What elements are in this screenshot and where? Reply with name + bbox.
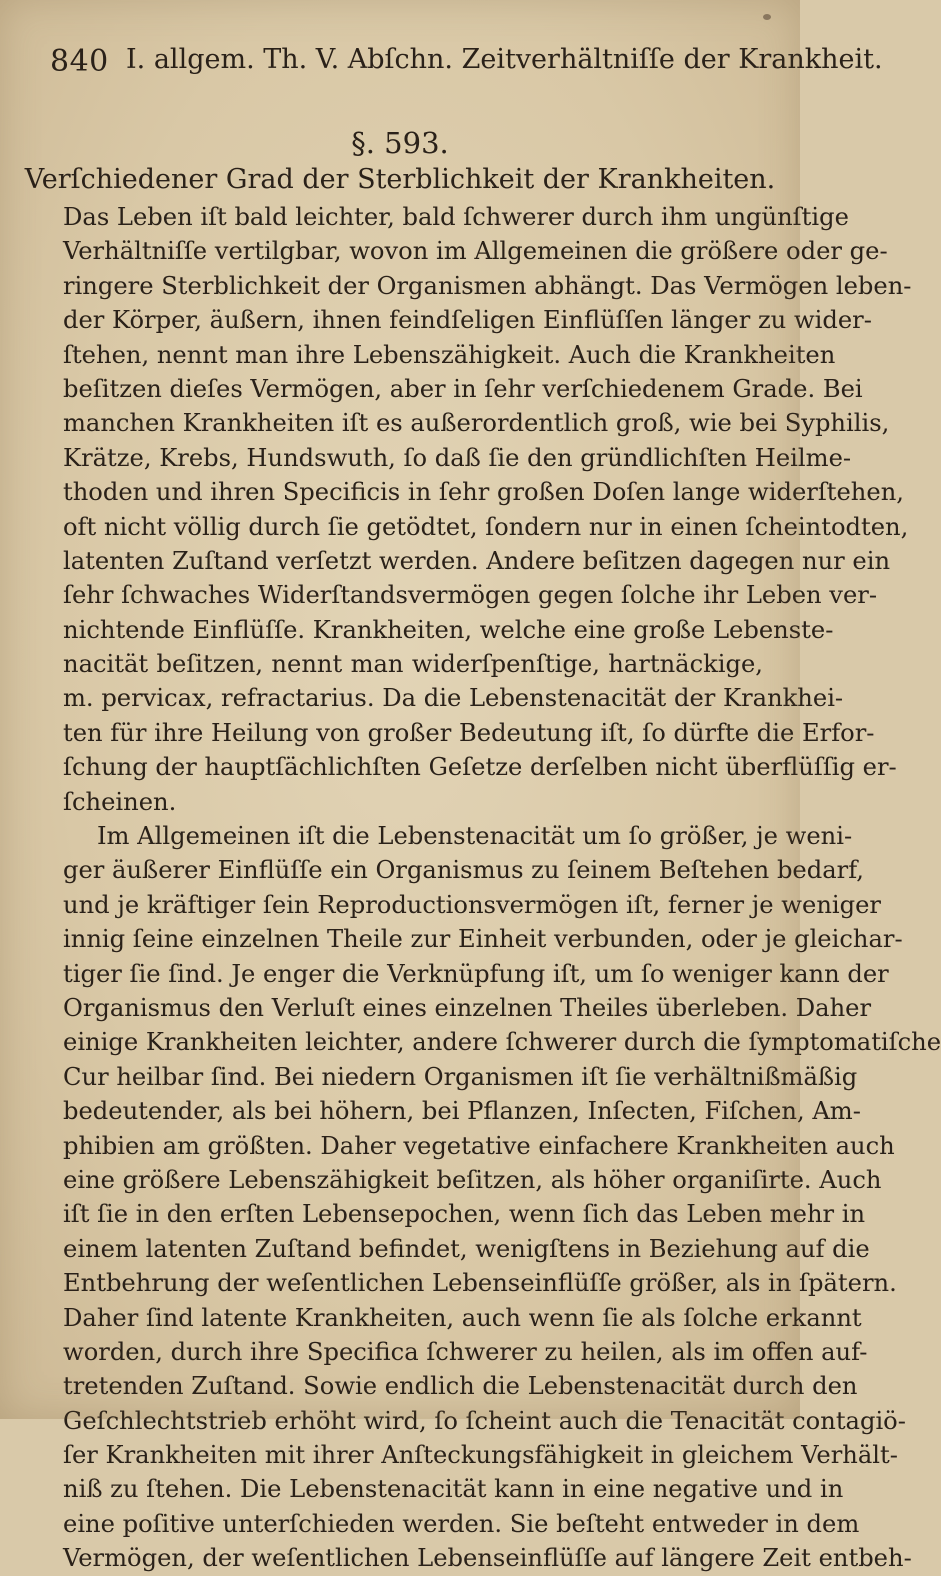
text-line: oft nicht völlig durch ſie getödtet, ſondern nur in einen ſcheintodten, (63, 512, 909, 541)
text-line: Geſchlechtstrieb erhöht wird, ſo ſcheint auch die Tenacität contagiö- (63, 1406, 906, 1435)
text-line: und je kräftiger ſein Reproductionsvermögen iſt, ferner je weniger (63, 890, 881, 919)
text-line: ſcheinen. (63, 787, 177, 816)
text-line: Vermögen, der weſentlichen Lebenseinflüſſe auf längere Zeit entbeh- (63, 1544, 912, 1573)
text-line: Verhältniſſe vertilgbar, wovon im Allgemeinen die größere oder ge- (63, 237, 888, 266)
text-line: ger äußerer Einflüſſe ein Organismus zu ſeinem Beſtehen bedarf, (63, 856, 864, 885)
text-line: ten für ihre Heilung von großer Bedeutung iſt, ſo dürfte die Erfor- (63, 718, 875, 747)
text-line: nacität beſitzen, nennt man widerſpenſtige, hartnäckige, (63, 650, 763, 679)
text-line: einige Krankheiten leichter, andere ſchwerer durch die ſymptomatiſche (63, 1028, 941, 1057)
text-line: m. pervicax, refractarius. Da die Lebenstenacität der Krankhei- (63, 684, 844, 713)
text-line: ringere Sterblichkeit der Organismen abhängt. Das Vermögen leben- (63, 271, 912, 300)
text-line: ſchung der hauptſächlichſten Geſetze derſelben nicht überflüſſig er- (63, 753, 897, 782)
text-line: Krätze, Krebs, Hundswuth, ſo daß ſie den gründlichſten Heilme- (63, 443, 852, 472)
section-title: Verſchiedener Grad der Sterblichkeit der Krankheiten. (24, 164, 776, 195)
text-line: latenten Zuſtand verſetzt werden. Andere beſitzen dagegen nur ein (63, 546, 891, 575)
text-line: beſitzen dieſes Vermögen, aber in ſehr verſchiedenem Grade. Bei (63, 374, 863, 403)
text-line: eine größere Lebenszähigkeit beſitzen, als höher organiſirte. Auch (63, 1165, 882, 1194)
ink-spot (763, 14, 771, 20)
text-line: ſehr ſchwaches Widerſtandsvermögen gegen ſolche ihr Leben ver- (63, 581, 877, 610)
text-line: Das Leben iſt bald leichter, bald ſchwerer durch ihm ungünſtige (63, 203, 849, 231)
text-line: Daher ſind latente Krankheiten, auch wenn ſie als ſolche erkannt (63, 1303, 862, 1332)
text-line: innig ſeine einzelnen Theile zur Einheit verbunden, oder je gleichar- (63, 925, 903, 954)
text-line: einem latenten Zuſtand befindet, wenigſtens in Beziehung auf die (63, 1234, 870, 1263)
body-text (63, 200, 941, 1576)
text-line: Cur heilbar ſind. Bei niedern Organismen iſt ſie verhältnißmäßig (63, 1062, 858, 1091)
text-line: manchen Krankheiten iſt es außerordentlich groß, wie bei Syphilis, (63, 409, 890, 438)
section-number: §. 593. (351, 126, 449, 160)
text-line: ſer Krankheiten mit ihrer Anſteckungsfähigkeit in gleichem Verhält- (63, 1441, 898, 1470)
text-line: phibien am größten. Daher vegetative einfachere Krankheiten auch (63, 1131, 895, 1160)
running-head: I. allgem. Th. V. Abſchn. Zeitverhältniſſe der Krankheit. (126, 44, 883, 75)
text-line: der Körper, äußern, ihnen feindſeligen Einflüſſen länger zu wider- (63, 306, 872, 335)
text-line: nichtende Einflüſſe. Krankheiten, welche eine große Lebenste- (63, 615, 834, 644)
text-line: bedeutender, als bei höhern, bei Pflanzen, Inſecten, Fiſchen, Am- (63, 1097, 861, 1126)
text-line: ſtehen, nennt man ihre Lebenszähigkeit. Auch die Krankheiten (63, 340, 836, 369)
text-line: Im Allgemeinen iſt die Lebenstenacität um ſo größer, je weni- (97, 822, 853, 851)
text-line: thoden und ihren Specificis in ſehr großen Doſen lange widerſtehen, (63, 478, 904, 507)
text-line: tiger ſie ſind. Je enger die Verknüpfung iſt, um ſo weniger kann der (63, 959, 889, 988)
text-line: tretenden Zuſtand. Sowie endlich die Lebenstenacität durch den (63, 1372, 858, 1401)
text-line: worden, durch ihre Specifica ſchwerer zu heilen, als im offen auf- (63, 1337, 868, 1366)
text-line: niß zu ſtehen. Die Lebenstenacität kann in eine negative und in (63, 1475, 844, 1504)
text-line: eine poſitive unterſchieden werden. Sie beſteht entweder in dem (63, 1509, 860, 1538)
text-line: Organismus den Verluſt eines einzelnen Theiles überleben. Daher (63, 993, 872, 1022)
page-header (50, 44, 883, 84)
text-line: iſt ſie in den erſten Lebensepochen, wenn ſich das Leben mehr in (63, 1200, 866, 1229)
page-number: 840 (50, 44, 109, 79)
text-line: Entbehrung der weſentlichen Lebenseinflüſſe größer, als in ſpätern. (63, 1269, 897, 1298)
